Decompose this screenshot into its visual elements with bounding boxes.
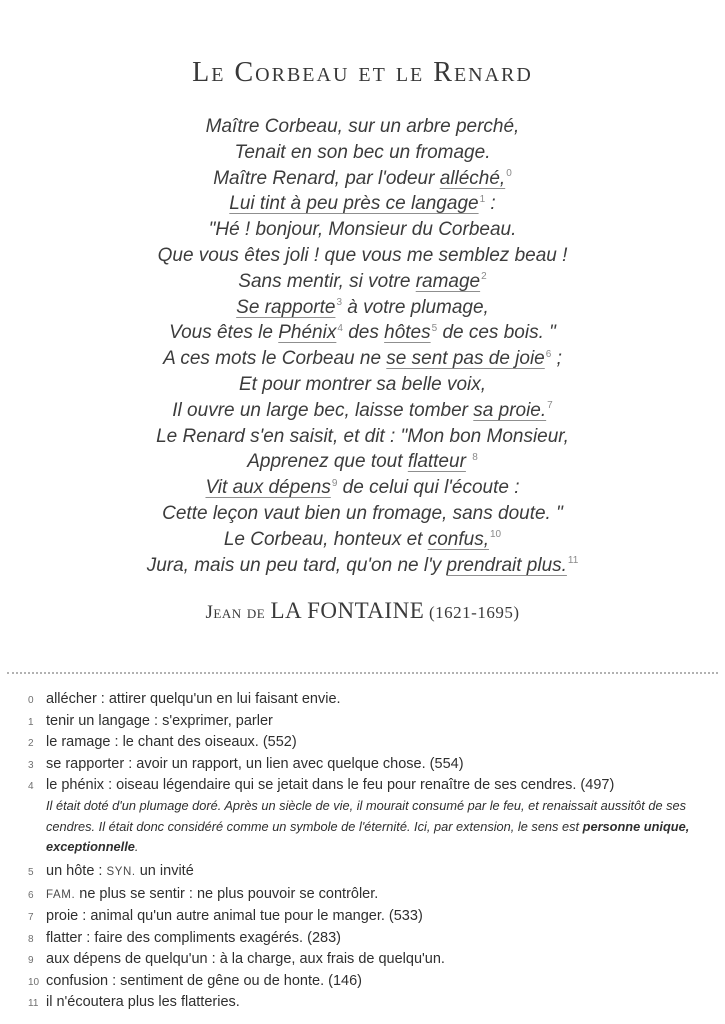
footnote-reference: 5 — [431, 323, 438, 335]
poem-line — [0, 166, 725, 192]
underlined-text: Lui tint à peu près ce langage — [229, 193, 479, 215]
footnote-text — [46, 714, 725, 729]
footnote-text — [46, 887, 725, 903]
footnote-reference: 1 — [479, 194, 486, 206]
text-segment: confusion : sentiment de gêne ou de honte. (146) — [46, 972, 362, 989]
text-segment: des — [342, 322, 385, 344]
text-segment: se rapporter : avoir un rapport, un lien avec quelque chose. (554) — [46, 755, 464, 772]
underlined-text: Vit aux dépens — [205, 477, 331, 499]
text-segment: Il ouvre un large bec, laisse tomber — [172, 399, 474, 421]
text-segment: Tenait en son bec un fromage. — [234, 141, 491, 163]
text-segment: Il était doté d'un plumage doré. Après un siècle de vie, il mourait consumé par le feu, et renaissait aussitôt de ses cendres. Il était donc considéré comme un symbole de l'éternité. Ici, par extension, le sens est — [46, 798, 687, 834]
footnote-reference: 6 — [545, 348, 552, 360]
author-name: LA FONTAINE — [270, 598, 425, 623]
poem-line — [0, 346, 725, 372]
text-segment: Le Corbeau, honteux et — [223, 528, 428, 550]
text-segment: Le Renard s'en saisit, et dit : "Mon bon Monsieur, — [156, 425, 569, 447]
footnote-text — [46, 995, 725, 1010]
footnote-text — [46, 864, 725, 880]
author-dates: (1621-1695) — [424, 603, 520, 622]
text-segment: Maître Renard, par l'odeur — [213, 167, 440, 189]
footnote-item — [0, 931, 725, 946]
footnote-text — [46, 952, 725, 967]
poem-line — [0, 449, 725, 475]
footnote-number: 5 — [28, 867, 34, 878]
footnote-item — [0, 714, 725, 729]
footnote-number: 6 — [28, 889, 34, 901]
text-segment — [466, 451, 471, 472]
text-segment: le phénix : oiseau légendaire qui se jetait dans le feu pour renaître de ses cendres. (497) — [46, 777, 615, 793]
text-segment: un invité — [135, 863, 194, 879]
footnote-reference: 4 — [337, 323, 343, 335]
text-segment: un hôte : — [46, 863, 107, 879]
footnote-text — [46, 757, 725, 772]
footnote-reference: 11 — [567, 555, 579, 567]
footnote-text — [46, 909, 725, 924]
author-prefix: Jean de — [205, 602, 271, 623]
underlined-text: prendrait plus. — [446, 554, 567, 576]
text-segment: proie : animal qu'un autre animal tue pour le manger. (533) — [46, 908, 423, 924]
footnote-item — [0, 974, 725, 989]
footnote-item — [0, 952, 725, 967]
poem-line — [0, 217, 725, 243]
footnote-number: 3 — [28, 759, 34, 771]
poem-line — [0, 114, 725, 140]
footnote-number: 0 — [28, 695, 34, 706]
poem — [0, 114, 725, 578]
footnote-item — [0, 864, 725, 880]
poem-line — [0, 372, 725, 398]
footnote-number: 10 — [28, 976, 40, 988]
footnote-reference: 0 — [506, 168, 512, 180]
footnote-reference: 3 — [336, 297, 343, 309]
text-segment: : — [485, 193, 496, 215]
text-segment: Vous êtes le — [169, 322, 279, 344]
poem-line — [0, 295, 725, 321]
footnote-item — [0, 757, 725, 772]
footnote-reference: 10 — [490, 529, 502, 541]
footnote-number: 2 — [28, 738, 34, 749]
underlined-text: alléché, — [439, 167, 506, 189]
text-segment: tenir un langage : s'exprimer, parler — [46, 712, 273, 729]
poem-line — [0, 424, 725, 450]
text-segment: Maître Corbeau, sur un arbre perché, — [205, 116, 520, 137]
author-line — [0, 598, 725, 624]
footnote-reference: 2 — [481, 271, 487, 283]
underlined-text: se sent pas de joie — [386, 348, 545, 370]
poem-line — [0, 475, 725, 501]
text-segment: "Hé ! bonjour, Monsieur du Corbeau. — [208, 219, 517, 241]
text-segment: de celui qui l'écoute : — [337, 477, 520, 499]
footnote-number: 1 — [28, 716, 34, 728]
footnote-item — [0, 778, 725, 858]
text-segment: flatter : faire des compliments exagérés. (283) — [46, 929, 341, 946]
poem-line — [0, 140, 725, 166]
underlined-text: sa proie. — [473, 399, 547, 421]
poem-line — [0, 320, 725, 346]
footnote-number: 4 — [28, 781, 34, 792]
footnote-number: 9 — [28, 955, 34, 966]
text-segment: . — [134, 839, 139, 854]
poem-line — [0, 553, 725, 579]
text-segment: Que vous êtes joli ! que vous me semblez beau ! — [157, 244, 568, 266]
underlined-text: Phénix — [278, 322, 337, 344]
text-segment: ; — [551, 348, 562, 370]
underlined-text: flatteur — [407, 451, 466, 473]
text-segment: Sans mentir, si votre — [238, 270, 416, 292]
text-segment: FAM. — [46, 888, 76, 901]
poem-line — [0, 527, 725, 553]
footnote-item — [0, 735, 725, 750]
footnote-number: 11 — [28, 998, 39, 1009]
footnote-text — [46, 692, 725, 707]
text-segment: Et pour montrer sa belle voix, — [238, 373, 487, 395]
footnote-reference: 8 — [472, 452, 478, 464]
footnotes — [0, 692, 725, 1017]
text-segment: ne plus se sentir : ne plus pouvoir se contrôler. — [75, 885, 379, 902]
footnote-text — [46, 931, 725, 946]
text-segment: aux dépens de quelqu'un : à la charge, aux frais de quelqu'un. — [46, 951, 445, 967]
underlined-text: hôtes — [384, 322, 431, 344]
footnote-number: 8 — [28, 933, 34, 945]
text-segment: personne unique, exceptionnelle — [46, 818, 690, 854]
footnote-item — [0, 887, 725, 903]
poem-line — [0, 269, 725, 295]
footnote-item — [0, 995, 725, 1010]
text-segment: de ces bois. " — [437, 322, 556, 344]
footnote-text — [46, 974, 725, 989]
text-segment: SYN. — [106, 866, 136, 878]
footnote-item — [0, 692, 725, 707]
text-segment: Cette leçon vaut bien un fromage, sans doute. " — [162, 502, 563, 524]
dotted-divider — [7, 672, 718, 674]
text-segment: A ces mots le Corbeau ne — [163, 348, 387, 370]
text-segment: Jura, mais un peu tard, qu'on ne l'y — [146, 554, 447, 576]
footnote-item — [0, 909, 725, 924]
poem-title: Le Corbeau et le Renard — [192, 57, 533, 88]
poem-line — [0, 191, 725, 217]
underlined-text: Se rapporte — [236, 296, 336, 318]
text-segment: allécher : attirer quelqu'un en lui faisant envie. — [46, 691, 341, 707]
footnote-number: 7 — [28, 912, 34, 923]
text-segment: Apprenez que tout — [247, 451, 408, 473]
footnote-extended-note — [46, 796, 711, 858]
poem-line — [0, 501, 725, 527]
text-segment: à votre plumage, — [342, 296, 489, 318]
text-segment: le ramage : le chant des oiseaux. (552) — [46, 734, 297, 750]
poem-line — [0, 398, 725, 424]
underlined-text: confus, — [427, 528, 489, 550]
footnote-text — [46, 778, 725, 858]
footnote-text — [46, 735, 725, 750]
poem-line — [0, 243, 725, 269]
footnote-reference: 7 — [547, 400, 553, 412]
underlined-text: ramage — [415, 270, 481, 292]
footnote-reference: 9 — [331, 477, 338, 489]
text-segment: il n'écoutera plus les flatteries. — [46, 994, 240, 1010]
